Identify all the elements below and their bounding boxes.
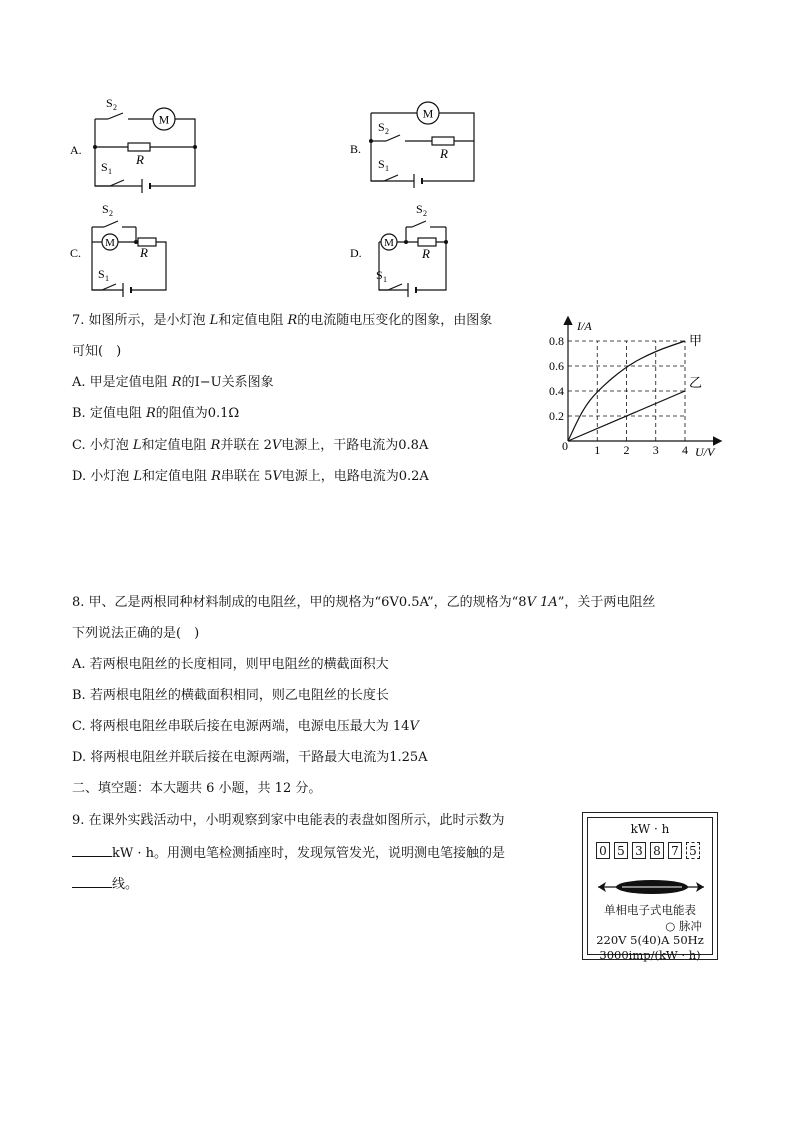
circuit-diagram-d [348, 200, 458, 300]
resistor-label: R [140, 245, 148, 260]
q8-stem-line2: 下列说法正确的是( ) [72, 626, 200, 641]
switch-s1-subscript: 1 [108, 167, 112, 176]
y-tick-label: 0.6 [549, 359, 564, 373]
option-label-a: A. [70, 143, 82, 157]
switch-s2-label: S [416, 202, 423, 216]
switch-s1-label: S [378, 157, 385, 171]
meter-digit-decimal: 5 [686, 842, 700, 859]
circuit-diagram-b [348, 100, 488, 195]
grid-lines [568, 341, 685, 441]
circuit-diagram-c [68, 200, 178, 300]
resistor-label: R [440, 146, 448, 161]
resistor-label: R [136, 152, 144, 167]
meter-digit: 5 [614, 842, 628, 859]
y-tick-label: 0.4 [549, 384, 564, 398]
motor-label: M [105, 237, 115, 249]
q9-stem-line1: 9. 在课外实践活动中，小明观察到家中电能表的表盘如图所示，此时示数为 [72, 813, 505, 828]
switch-s1-subscript: 1 [105, 274, 109, 283]
origin-label: 0 [562, 439, 568, 453]
motor-label: M [384, 237, 394, 249]
switch-s1-subscript: 1 [383, 275, 387, 284]
x-tick-label: 4 [682, 443, 688, 457]
q8-stem-line1: 8. 甲、乙是两根同种材料制成的电阻丝，甲的规格为“6V0.5A”，乙的规格为“8V 1A”，关于两电阻丝 [72, 595, 656, 610]
option-label-d: D. [350, 246, 362, 260]
meter-name: 单相电子式电能表 [604, 903, 696, 917]
motor-label: M [422, 106, 434, 121]
switch-s2-subscript: 2 [113, 103, 117, 112]
q7-stem-line1: 7. 如图所示，是小灯泡 L和定值电阻 R的电流随电压变化的图象，由图象 [72, 313, 493, 328]
meter-digit: 8 [650, 842, 664, 859]
meter-digit: 0 [596, 842, 610, 859]
switch-s1-label: S [101, 160, 108, 174]
meter-digit: 7 [668, 842, 682, 859]
x-axis-label: U/V [695, 445, 715, 459]
meter-spec: 220V 5(40)A 50Hz [596, 933, 704, 947]
resistor-label: R [422, 246, 430, 261]
answer-blank-2[interactable] [72, 874, 112, 888]
option-label-c: C. [70, 246, 82, 260]
x-tick-label: 1 [594, 443, 601, 457]
q9-stem-line2: kW · h。用测电笔检测插座时，发现氖管发光，说明测电笔接触的是 [72, 843, 505, 863]
option-label-b: B. [350, 142, 362, 156]
switch-s2-label: S [102, 202, 109, 216]
meter-unit: kW · h [630, 822, 670, 836]
meter-pulse: ○ 脉冲 [665, 919, 702, 933]
q7-option-d: D. 小灯泡 L和定值电阻 R串联在 5V电源上，电路电流为0.2A [72, 469, 429, 484]
section-title: 二、填空题：本大题共 6 小题，共 12 分。 [72, 781, 322, 796]
switch-s1-label: S [98, 267, 105, 281]
x-tick-label: 2 [623, 443, 630, 457]
series-label: 甲 [689, 333, 703, 348]
meter-digits [596, 842, 700, 859]
q7-option-b: B. 定值电阻 R的阻值为0.1Ω [72, 406, 240, 421]
iu-graph [540, 312, 730, 462]
y-tick-label: 0.8 [549, 334, 564, 348]
q9-stem-line3: 线。 [72, 874, 138, 894]
x-tick-label: 3 [652, 443, 659, 457]
switch-s2-label: S [106, 96, 113, 110]
q7-option-a: A. 甲是定值电阻 R的I−U关系图象 [72, 375, 274, 390]
series-label: 乙 [689, 375, 703, 390]
q7-stem-line2: 可知( ) [72, 344, 122, 359]
y-axis-label: I/A [577, 319, 592, 333]
y-tick-label: 0.2 [549, 409, 564, 423]
q8-option-b: B. 若两根电阻丝的横截面积相同，则乙电阻丝的长度长 [72, 688, 389, 703]
switch-s2-subscript: 2 [385, 127, 389, 136]
energy-meter-panel [582, 812, 718, 960]
meter-digit: 3 [632, 842, 646, 859]
q8-option-d: D. 将两根电阻丝并联后接在电源两端，干路最大电流为1.25A [72, 750, 428, 765]
switch-s1-label: S [376, 268, 383, 282]
motor-label: M [158, 112, 170, 127]
q8-option-c: C. 将两根电阻丝串联后接在电源两端，电源电压最大为 14V [72, 719, 419, 734]
q7-option-c: C. 小灯泡 L和定值电阻 R并联在 2V电源上，干路电流为0.8A [72, 438, 429, 453]
arrow-icon [596, 876, 708, 898]
q8-option-a: A. 若两根电阻丝的长度相同，则甲电阻丝的横截面积大 [72, 657, 389, 672]
meter-constant: 3000imp/(kW · h) [599, 948, 701, 962]
circuit-diagram-a [68, 95, 208, 195]
answer-blank-1[interactable] [72, 843, 112, 857]
switch-s1-subscript: 1 [385, 164, 389, 173]
switch-s2-label: S [378, 120, 385, 134]
switch-s2-subscript: 2 [423, 209, 427, 218]
switch-s2-subscript: 2 [109, 209, 113, 218]
